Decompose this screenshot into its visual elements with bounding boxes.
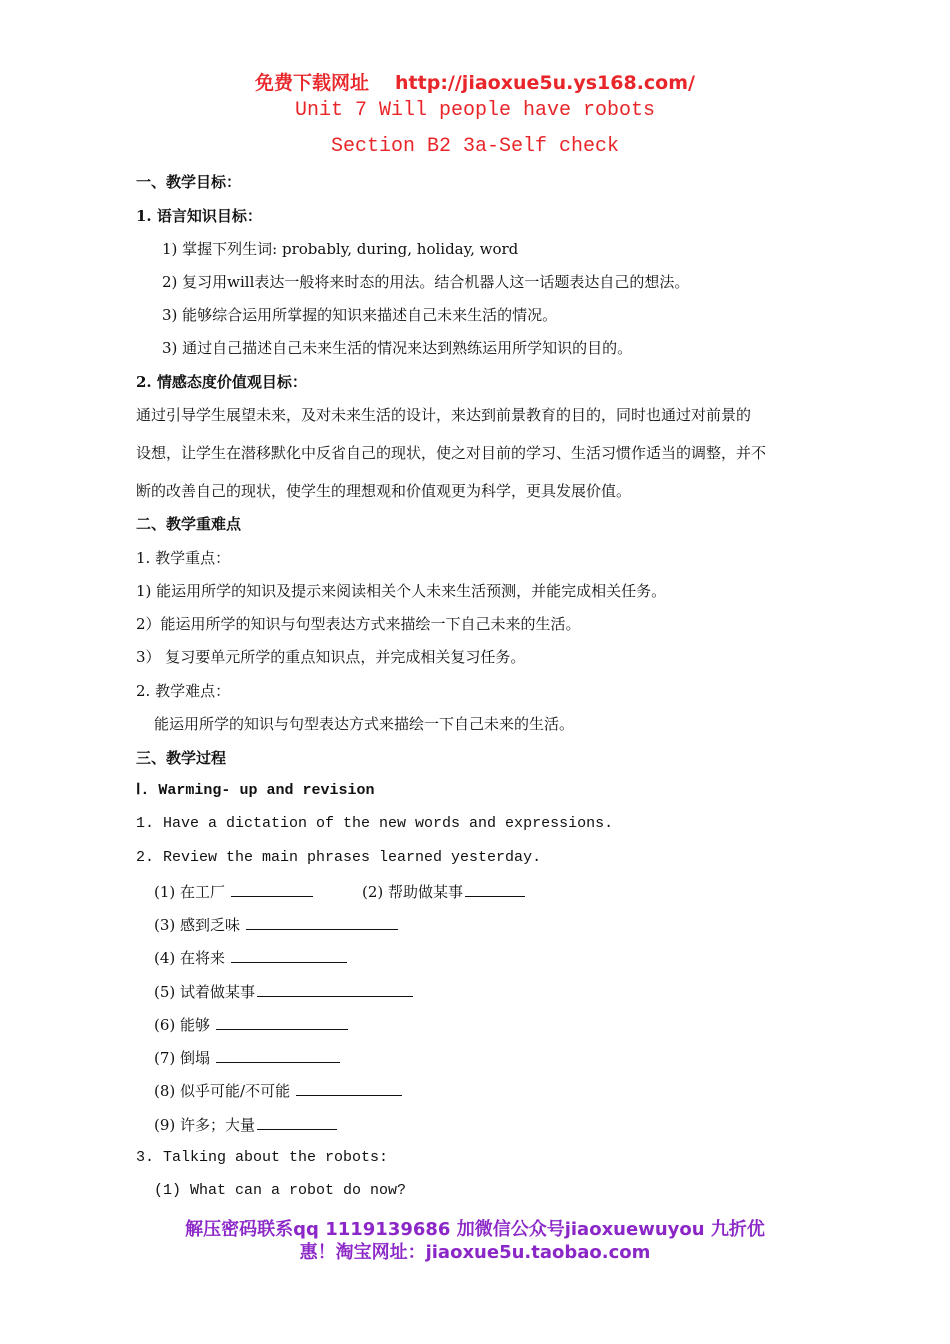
language-goal-item: 1) 掌握下列生词: probably, during, holiday, word xyxy=(162,240,519,258)
answer-blank[interactable] xyxy=(465,881,525,897)
phrase-text: (4) 在将来 xyxy=(154,949,226,967)
difficulty-text: 能运用所学的知识与句型表达方式来描绘一下自己未来的生活。 xyxy=(154,715,575,733)
phrase-item xyxy=(154,947,347,968)
phrase-item xyxy=(154,1014,348,1035)
language-goal-item: 3) 通过自己描述自己未来生活的情况来达到熟练运用所学知识的目的。 xyxy=(162,339,633,357)
heading-process: 三、教学过程 xyxy=(136,749,227,767)
phrase-item xyxy=(154,881,313,902)
download-label: 免费下载网址 xyxy=(255,72,370,94)
phrase-text: (6) 能够 xyxy=(154,1016,211,1034)
answer-blank[interactable] xyxy=(231,881,313,897)
section-title: Section B2 3a-Self check xyxy=(330,135,620,158)
language-goal-item: 2) 复习用will表达一般将来时态的用法。结合机器人这一话题表达自己的想法。 xyxy=(162,273,690,291)
heading-attitude-goals: 2. 情感态度价值观目标： xyxy=(136,373,307,391)
process-item: 2. Review the main phrases learned yesterday. xyxy=(136,849,542,866)
question-item: (1) What can a robot do now? xyxy=(154,1182,407,1199)
answer-blank[interactable] xyxy=(216,1014,348,1030)
heading-key-focus: 1. 教学重点： xyxy=(136,549,231,567)
footer-line: 解压密码联系qq 1119139686 加微信公众号jiaoxuewuyou 九折优 xyxy=(185,1219,765,1240)
phrase-text: (8) 似乎可能/不可能 xyxy=(154,1082,291,1100)
answer-blank[interactable] xyxy=(296,1080,402,1096)
key-focus-item: 2）能运用所学的知识与句型表达方式来描绘一下自己未来的生活。 xyxy=(136,615,581,633)
phrase-item xyxy=(154,1080,402,1101)
phrase-text: (2) 帮助做某事 xyxy=(362,883,464,901)
answer-blank[interactable] xyxy=(257,981,413,997)
phrase-item xyxy=(154,914,398,935)
answer-blank[interactable] xyxy=(257,1114,337,1130)
phrase-item xyxy=(154,981,413,1002)
answer-blank[interactable] xyxy=(246,914,398,930)
attitude-paragraph-line: 设想，让学生在潜移默化中反省自己的现状，使之对目前的学习、生活习惯作适当的调整，并不 xyxy=(136,444,767,462)
phrase-text: (5) 试着做某事 xyxy=(154,983,256,1001)
phrase-item xyxy=(362,881,525,902)
answer-blank[interactable] xyxy=(216,1047,340,1063)
heading-language-goals: 1. 语言知识目标： xyxy=(136,207,262,225)
heading-key-points: 二、教学重难点 xyxy=(136,515,242,533)
attitude-paragraph-line: 通过引导学生展望未来，及对未来生活的设计，来达到前景教育的目的，同时也通过对前景的 xyxy=(136,406,752,424)
download-url-link[interactable]: http://jiaoxue5u.ys168.com/ xyxy=(395,72,695,94)
key-focus-item: 1) 能运用所学的知识及提示来阅读相关个人未来生活预测，并能完成相关任务。 xyxy=(136,582,667,600)
unit-title: Unit 7 Will people have robots xyxy=(294,99,656,122)
heading-objectives: 一、教学目标： xyxy=(136,173,242,191)
language-goal-item: 3) 能够综合运用所掌握的知识来描述自己未来生活的情况。 xyxy=(162,306,558,324)
phrase-item xyxy=(154,1114,337,1135)
phrase-item xyxy=(154,1047,340,1068)
phrase-text: (9) 许多；大量 xyxy=(154,1116,256,1134)
process-item: 1. Have a dictation of the new words and expressions. xyxy=(136,815,614,832)
attitude-paragraph-line: 断的改善自己的现状，使学生的理想观和价值观更为科学，更具发展价值。 xyxy=(136,482,632,500)
phrase-text: (7) 倒塌 xyxy=(154,1049,211,1067)
footer-promo xyxy=(0,1218,950,1264)
phrase-text: (3) 感到乏味 xyxy=(154,916,241,934)
key-focus-item: 3） 复习要单元所学的重点知识点，并完成相关复习任务。 xyxy=(136,648,526,666)
download-header xyxy=(0,68,950,95)
step-warming-up: Ⅰ. Warming- up and revision xyxy=(136,782,375,799)
footer-line: 惠！淘宝网址：jiaoxue5u.taobao.com xyxy=(299,1242,651,1263)
phrase-text: (1) 在工厂 xyxy=(154,883,226,901)
answer-blank[interactable] xyxy=(231,947,347,963)
talking-item: 3. Talking about the robots: xyxy=(136,1149,389,1166)
heading-difficulty: 2. 教学难点： xyxy=(136,682,231,700)
